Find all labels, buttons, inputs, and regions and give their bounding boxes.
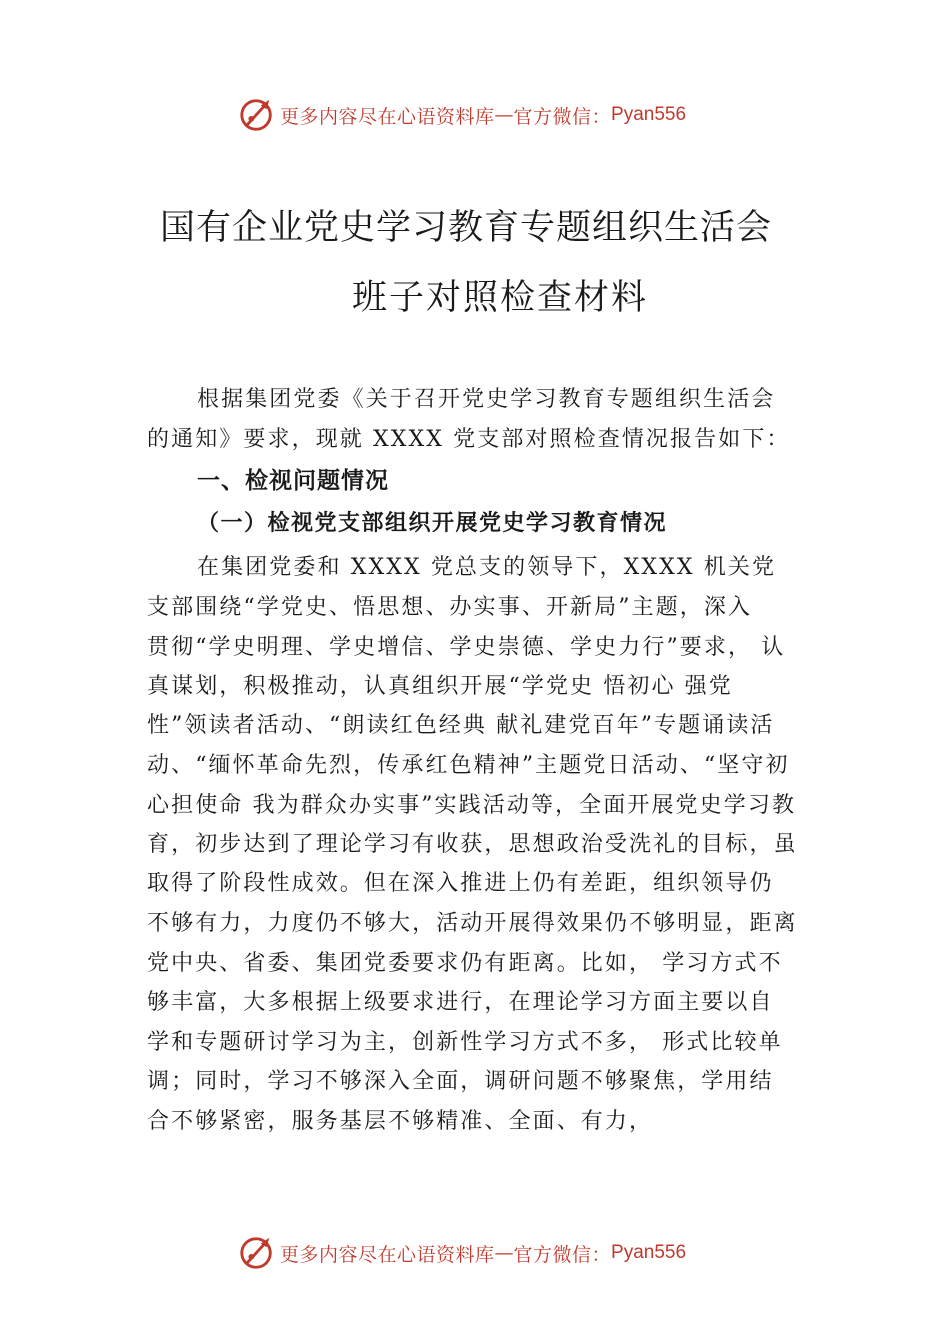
paragraph-line: 支部围绕“学党史、悟思想、办实事、开新局”主题，深入	[147, 595, 753, 620]
document-subtitle: 班子对照检查材料	[352, 278, 649, 318]
paragraph-line: 真谋划，积极推动，认真组织开展“学党史 悟初心 强党	[147, 674, 733, 699]
banner-dash: —	[494, 104, 514, 126]
document-title: 国有企业党史学习教育专题组织生活会	[160, 208, 773, 248]
subsection-heading: （一）检视党支部组织开展党史学习教育情况	[197, 510, 668, 536]
paragraph-line: 党中央、省委、集团党委要求仍有距离。比如， 学习方式不	[147, 951, 783, 976]
banner-wechat-label: 官方微信：	[513, 105, 612, 128]
footer-banner	[238, 1233, 686, 1273]
logo-icon	[238, 96, 276, 134]
paragraph-line: 育，初步达到了理论学习有收获，思想政治受洗礼的目标，虽	[147, 832, 798, 857]
paragraph-line: 不够有力，力度仍不够大，活动开展得效果仍不够明显，距离	[147, 911, 798, 936]
paragraph-line: 贯彻“学史明理、学史增信、学史崇德、学史力行”要求， 认	[147, 635, 786, 660]
banner-wechat-id: Pyan556	[611, 104, 687, 125]
paragraph-line: 根据集团党委《关于召开党史学习教育专题组织生活会	[197, 387, 776, 412]
paragraph-line: 够丰富，大多根据上级要求进行，在理论学习方面主要以自	[147, 990, 774, 1015]
paragraph-line: 合不够紧密，服务基层不够精准、全面、有力，	[147, 1109, 654, 1134]
paragraph-line: 在集团党委和 XXXX 党总支的领导下，XXXX 机关党	[197, 555, 777, 580]
paragraph-line: 动、“缅怀革命先烈，传承红色精神”主题党日活动、“坚守初	[147, 753, 790, 778]
banner-wechat-label: 官方微信：	[513, 1243, 612, 1266]
banner-dash: —	[494, 1242, 514, 1264]
header-banner	[238, 95, 686, 135]
paragraph-line: 的通知》要求，现就 XXXX 党支部对照检查情况报告如下：	[147, 427, 791, 452]
paragraph-line: 性”领读者活动、“朗读红色经典 献礼建党百年”专题诵读活	[147, 713, 775, 738]
paragraph-line: 心担使命 我为群众办实事”实践活动等，全面开展党史学习教	[147, 793, 797, 818]
banner-wechat-id: Pyan556	[611, 1242, 687, 1263]
paragraph-line: 取得了阶段性成效。但在深入推进上仍有差距，组织领导仍	[147, 871, 774, 896]
paragraph-line: 调；同时，学习不够深入全面，调研问题不够聚焦，学用结	[147, 1069, 774, 1094]
section-heading: 一、检视问题情况	[197, 468, 389, 494]
banner-text: 更多内容尽在心语资料库	[280, 1243, 495, 1266]
banner-text: 更多内容尽在心语资料库	[280, 105, 495, 128]
paragraph-line: 学和专题研讨学习为主，创新性学习方式不多， 形式比较单	[147, 1030, 783, 1055]
logo-icon	[238, 1234, 276, 1272]
